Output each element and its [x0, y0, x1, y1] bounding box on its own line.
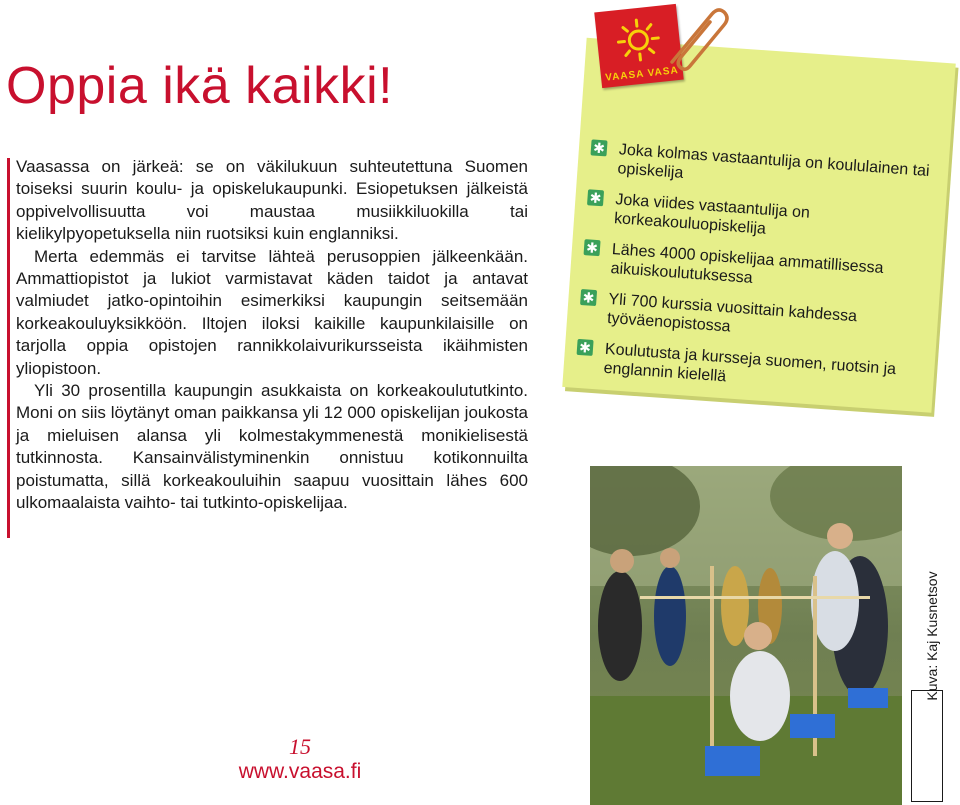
- logo-text: VAASA VASA: [604, 65, 680, 84]
- fact-text: Yli 700 kurssia vuosittain kahdessa työväenopistossa: [606, 290, 858, 336]
- page-title: Oppia ikä kaikki!: [6, 57, 394, 115]
- asterisk-bullet-icon: ✱: [590, 139, 607, 156]
- fact-text: Joka kolmas vastaantulija on koululainen tai opiskelija: [617, 141, 931, 182]
- fact-item: [573, 338, 925, 400]
- paragraph-2: Merta edemmäs ei tarvitse lähteä perusoppien jälkeenkään. Ammattiopistot ja lukiot varmistavat käden taidot ja antavat valmiudet jatko-opintoihin esimerkiksi kaupungin seitsemään korkeakouluyksikköön. Iltojen iloksi kaikille kaupunkilaisille on tarjolla oppia opistojen rannikkolaivurikursseista ikäihmisten yliopistoon.: [16, 246, 528, 378]
- facts-list: [572, 138, 939, 412]
- photo-credit: Kuva: Kaj Kusnetsov: [924, 570, 940, 701]
- fact-text: Joka viides vastaantulija on korkeakouluopiskelija: [613, 191, 811, 238]
- photo-image: [590, 466, 902, 805]
- event-photo: [590, 466, 902, 805]
- fact-text: Koulutusta ja kursseja suomen, ruotsin ja englannin kielellä: [603, 340, 897, 386]
- accent-rule: [7, 158, 10, 538]
- paragraph-1: Vaasassa on järkeä: se on väkilukuun suhteutettuna Suomen toiseksi suurin koulu- ja opiskelukaupunki. Esiopetuksen jälkeistä oppivelvollisuutta voi maustaa musiikkiluokilla tai kielikylpyopetuksella niin ruotsiksi kuin englanniksi.: [16, 157, 528, 244]
- page-number: 15: [289, 734, 311, 759]
- website-link[interactable]: www.vaasa.fi: [238, 760, 362, 783]
- asterisk-bullet-icon: ✱: [587, 189, 604, 206]
- asterisk-bullet-icon: ✱: [584, 239, 601, 256]
- article-body: [16, 156, 528, 515]
- paperclip-icon: [660, 2, 732, 76]
- paragraph-3: Yli 30 prosentilla kaupungin asukkaista on korkeakoulututkinto. Moni on siis löytänyt oman paikkansa yli 12 000 opiskelijan joukosta ja mieluisen alansa yli kolmestakymmenestä monikielisestä tutkinnosta. Kansainvälistyminenkin onnistuu kotikonnuilta poistumatta, sillä korkeakouluihin saapuu vuosittain lähes 600 ulkomaalaista vaihto- tai tutkinto-opiskelijaa.: [16, 381, 528, 513]
- asterisk-bullet-icon: ✱: [577, 339, 594, 356]
- facts-note: [533, 18, 960, 466]
- photo-credit-frame: [911, 690, 943, 802]
- note-paper: [562, 38, 956, 413]
- asterisk-bullet-icon: ✱: [580, 289, 597, 306]
- fact-text: Lähes 4000 opiskelijaa ammatillisessa aikuiskoulutuksessa: [610, 241, 885, 287]
